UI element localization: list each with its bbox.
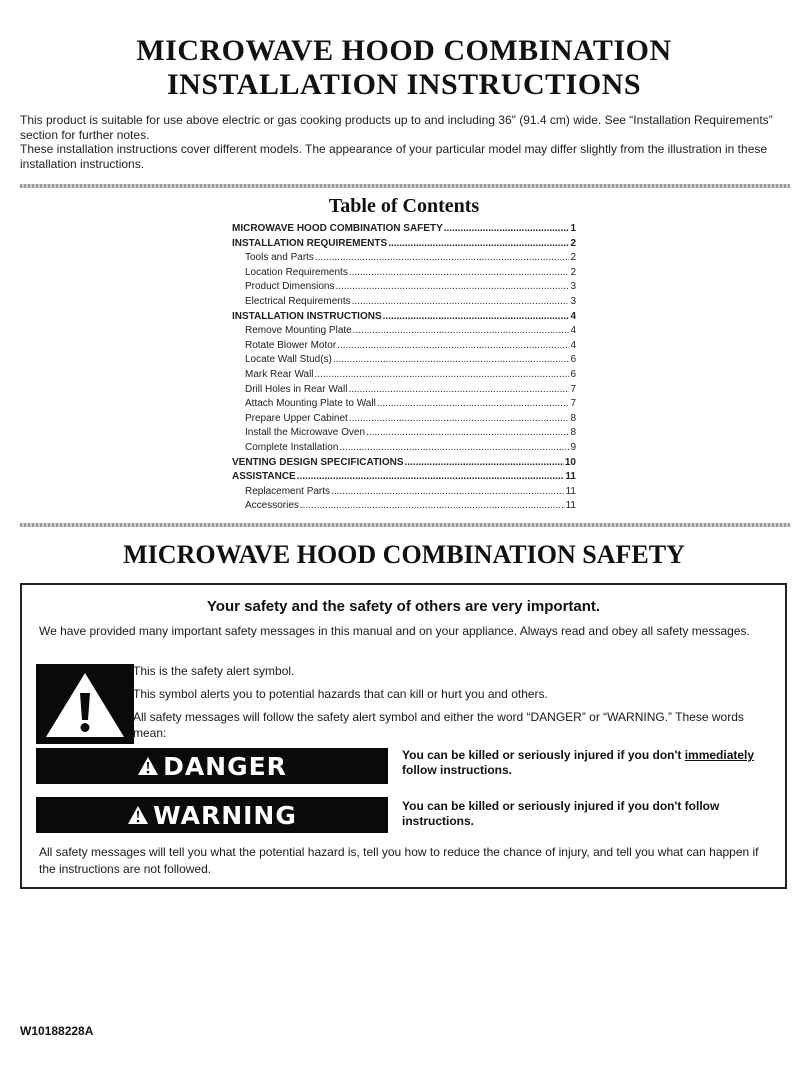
toc-entry-page: 10 [564, 456, 576, 468]
toc-entry-leader [383, 310, 570, 325]
toc-entry-leader [297, 470, 565, 485]
toc-entry-page: 4 [570, 339, 576, 351]
danger-banner [36, 748, 388, 784]
toc-entry [232, 222, 576, 237]
toc-entry [232, 295, 576, 310]
toc-entry-leader [333, 353, 570, 368]
toc-entry-leader [444, 222, 570, 237]
toc-entry [232, 353, 576, 368]
toc-entry-label: INSTALLATION REQUIREMENTS [232, 237, 388, 249]
toc-entry-leader [335, 280, 569, 295]
toc-entry-page: 7 [570, 383, 576, 395]
warning-label: WARNING [153, 800, 297, 830]
danger-alert-icon [137, 756, 159, 776]
toc-entry-leader [339, 441, 569, 456]
toc-entry-page: 4 [570, 325, 576, 337]
safety-alert-text [133, 663, 773, 748]
danger-text-after: follow instructions. [402, 763, 512, 777]
divider-top [20, 184, 790, 188]
toc-entry-label: Complete Installation [245, 441, 339, 453]
toc-entry-page: 11 [565, 500, 576, 512]
toc-entry-label: Accessories [245, 500, 299, 512]
safety-box [20, 583, 787, 889]
toc-entry [232, 470, 576, 485]
toc-entry-label: Locate Wall Stud(s) [245, 354, 332, 366]
toc-entry-leader [315, 368, 570, 383]
document-number: W10188228A [20, 1024, 94, 1038]
toc-entry-page: 4 [570, 310, 576, 322]
toc-entry-label: Rotate Blower Motor [245, 339, 337, 351]
toc-entry [232, 251, 576, 266]
toc-entry-leader [349, 412, 570, 427]
warning-alert-icon [127, 805, 149, 825]
toc-entry-leader [405, 456, 564, 471]
toc-entry-leader [337, 339, 569, 354]
document-title-line2: INSTALLATION INSTRUCTIONS [166, 68, 641, 101]
toc-entry-leader [348, 383, 569, 398]
alert-line-3: All safety messages will follow the safety alert symbol and either the word “DANGER” or “WARNING.” These words mean: [133, 710, 744, 740]
toc-entry-label: VENTING DESIGN SPECIFICATIONS [232, 456, 404, 468]
toc-entry-page: 2 [570, 266, 576, 278]
toc-entry [232, 485, 576, 500]
toc-entry-leader [388, 237, 569, 252]
toc-entry-leader [377, 397, 570, 412]
toc-entry [232, 368, 576, 383]
toc-entry [232, 383, 576, 398]
toc-entry-label: Mark Rear Wall [245, 368, 314, 380]
toc-list [232, 222, 576, 514]
toc-entry-label: Location Requirements [245, 266, 348, 278]
danger-text-before: You can be killed or seriously injured if you don't [402, 748, 685, 762]
toc-entry-page: 7 [570, 398, 576, 410]
warning-text: You can be killed or seriously injured if you don't follow instructions. [402, 799, 720, 828]
intro-paragraph-1: This product is suitable for use above electric or gas cooking products up to and including 36" (91.4 cm) wide. See “Installation Requirements” section for further notes. [20, 113, 773, 142]
document-title [0, 34, 808, 102]
toc-entry-label: Attach Mounting Plate to Wall [245, 398, 376, 410]
danger-text [402, 748, 774, 778]
toc-entry-page: 9 [570, 441, 576, 453]
toc-heading: Table of Contents [328, 195, 480, 217]
toc-entry-label: Drill Holes in Rear Wall [245, 383, 348, 395]
toc-entry [232, 456, 576, 471]
warning-banner [36, 797, 388, 833]
toc-entry-page: 11 [565, 485, 576, 497]
toc-entry-label: Install the Microwave Oven [245, 427, 366, 439]
safety-section-title: MICROWAVE HOOD COMBINATION SAFETY [123, 540, 685, 569]
table-of-contents [232, 194, 576, 514]
toc-entry-page: 2 [570, 252, 576, 264]
toc-entry-page: 1 [570, 223, 576, 234]
toc-entry-label: Electrical Requirements [245, 295, 351, 307]
divider-middle [20, 523, 790, 527]
toc-entry-leader [349, 266, 570, 281]
toc-entry-page: 2 [570, 237, 576, 249]
toc-entry-label: Remove Mounting Plate [245, 325, 352, 337]
alert-line-2: This symbol alerts you to potential hazards that can kill or hurt you and others. [133, 687, 548, 701]
document-title-line1: MICROWAVE HOOD COMBINATION [136, 34, 672, 67]
toc-entry [232, 310, 576, 325]
toc-entry-leader [352, 295, 570, 310]
toc-entry-page: 3 [570, 281, 576, 293]
toc-entry-leader [353, 324, 570, 339]
toc-entry [232, 324, 576, 339]
toc-entry [232, 412, 576, 427]
toc-entry [232, 339, 576, 354]
toc-entry-leader [366, 426, 569, 441]
toc-entry-page: 8 [570, 427, 576, 439]
toc-entry [232, 237, 576, 252]
toc-entry [232, 280, 576, 295]
danger-text-emphasis: immediately [684, 748, 755, 762]
toc-entry-leader [315, 251, 570, 266]
toc-entry-label: MICROWAVE HOOD COMBINATION SAFETY [232, 223, 443, 234]
toc-entry [232, 441, 576, 456]
toc-entry-label: ASSISTANCE [232, 471, 296, 483]
alert-line-1: This is the safety alert symbol. [133, 664, 295, 678]
toc-entry-page: 6 [570, 354, 576, 366]
toc-entry-page: 11 [565, 471, 576, 483]
safety-alert-icon [36, 664, 134, 744]
toc-entry-label: Replacement Parts [245, 485, 331, 497]
toc-entry-label: Product Dimensions [245, 281, 335, 293]
safety-box-intro: We have provided many important safety messages in this manual and on your appliance. Always read and obey all safety messages. [39, 624, 750, 638]
toc-entry-page: 3 [570, 295, 576, 307]
toc-entry-page: 8 [570, 412, 576, 424]
toc-entry-label: Prepare Upper Cabinet [245, 412, 348, 424]
toc-entry [232, 397, 576, 412]
safety-box-footer: All safety messages will tell you what the potential hazard is, tell you how to reduce the chance of injury, and tell you what can happen if the instructions are not followed. [39, 845, 759, 876]
toc-entry-label: Tools and Parts [245, 252, 314, 264]
intro-text [20, 113, 790, 171]
toc-entry-leader [300, 499, 565, 514]
toc-entry-page: 6 [570, 368, 576, 380]
toc-entry [232, 266, 576, 281]
safety-box-heading: Your safety and the safety of others are very important. [206, 598, 601, 615]
toc-entry [232, 499, 576, 514]
toc-entry-leader [331, 485, 565, 500]
intro-paragraph-2: These installation instructions cover different models. The appearance of your particular model may differ slightly from the illustration in these installation instructions. [20, 142, 768, 171]
toc-entry [232, 426, 576, 441]
danger-label: DANGER [163, 751, 287, 781]
toc-entry-label: INSTALLATION INSTRUCTIONS [232, 310, 382, 322]
